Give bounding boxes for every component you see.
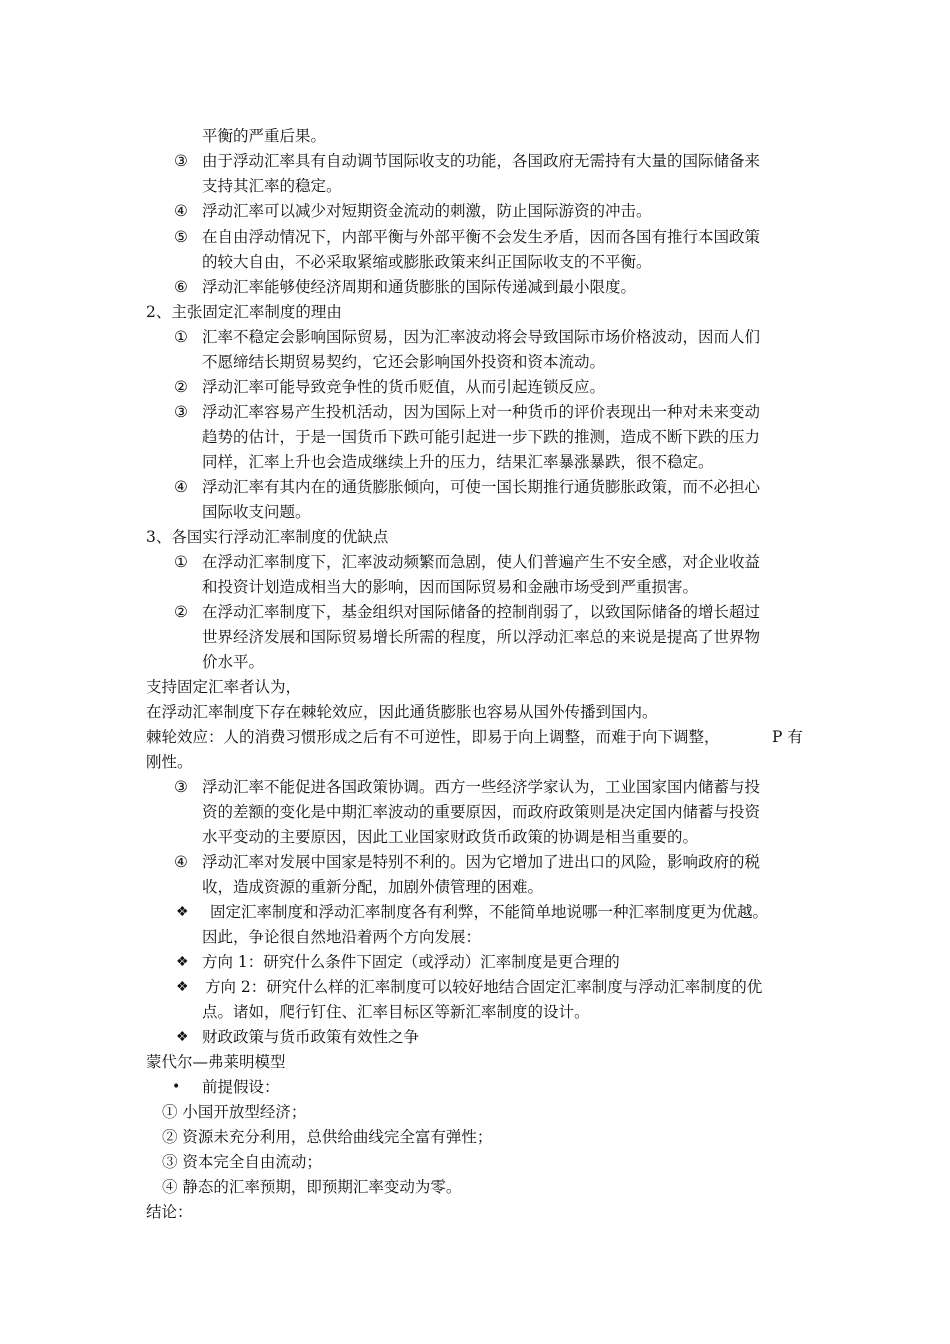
- list-marker: ⑤: [174, 228, 188, 246]
- text-line: 的较大自由，不必采取紧缩或膨胀政策来纠正国际收支的不平衡。: [202, 253, 652, 271]
- list-marker: ⑥: [174, 278, 188, 296]
- list-marker: ①: [174, 553, 188, 571]
- text-line: 财政政策与货币政策有效性之争: [202, 1028, 420, 1046]
- section-heading: 蒙代尔—弗莱明模型: [146, 1053, 286, 1071]
- text-line: 因此，争论很自然地沿着两个方向发展：: [202, 928, 482, 946]
- diamond-bullet-icon: ❖: [176, 1029, 189, 1045]
- text-line: 不愿缔结长期贸易契约，它还会影响国外投资和资本流动。: [202, 353, 606, 371]
- text-line: 由于浮动汇率具有自动调节国际收支的功能，各国政府无需持有大量的国际储备来: [202, 152, 761, 170]
- text-line: 浮动汇率容易产生投机活动，因为国际上对一种货币的评价表现出一种对未来变动: [202, 403, 761, 421]
- list-marker: ④: [174, 202, 188, 220]
- text-line: 和投资计划造成相当大的影响，因而国际贸易和金融市场受到严重损害。: [202, 578, 699, 596]
- text-line: 刚性。: [146, 753, 193, 771]
- list-marker: ④: [174, 853, 188, 871]
- text-line: 世界经济发展和国际贸易增长所需的程度，所以浮动汇率总的来说是提高了世界物: [202, 628, 761, 646]
- text-line: 浮动汇率有其内在的通货膨胀倾向，可使一国长期推行通货膨胀政策，而不必担心: [202, 478, 761, 496]
- section-heading: 3、各国实行浮动汇率制度的优缺点: [146, 528, 389, 546]
- text-line: 同样，汇率上升也会造成继续上升的压力，结果汇率暴涨暴跌，很不稳定。: [202, 453, 714, 471]
- text-line: 浮动汇率能够使经济周期和通货膨胀的国际传递减到最小限度。: [202, 278, 637, 296]
- text-line: 浮动汇率可能导致竞争性的货币贬值，从而引起连锁反应。: [202, 378, 606, 396]
- text-line: 浮动汇率不能促进各国政策协调。西方一些经济学家认为，工业国家国内储蓄与投: [202, 778, 761, 796]
- list-marker: ③: [174, 778, 188, 796]
- text-line: 水平变动的主要原因，因此工业国家财政货币政策的协调是相当重要的。: [202, 828, 699, 846]
- diamond-bullet-icon: ❖: [176, 954, 189, 970]
- text-line: ① 小国开放型经济；: [162, 1103, 307, 1121]
- list-marker: ③: [174, 403, 188, 421]
- text-line: 在浮动汇率制度下存在棘轮效应，因此通货膨胀也容易从国外传播到国内。: [146, 703, 658, 721]
- text-line: 资的差额的变化是中期汇率波动的重要原因，而政府政策则是决定国内储蓄与投资: [202, 803, 761, 821]
- diamond-bullet-icon: ❖: [176, 979, 189, 995]
- text-line: ② 资源未充分利用，总供给曲线完全富有弹性；: [162, 1128, 493, 1146]
- text-line-end: P 有: [772, 728, 803, 746]
- text-line: 在自由浮动情况下，内部平衡与外部平衡不会发生矛盾，因而各国有推行本国政策: [202, 228, 761, 246]
- list-marker: ③: [174, 152, 188, 170]
- text-line: 在浮动汇率制度下，汇率波动频繁而急剧，使人们普遍产生不安全感，对企业收益: [202, 553, 761, 571]
- text-line: ③ 资本完全自由流动；: [162, 1153, 322, 1171]
- list-marker: ①: [174, 328, 188, 346]
- text-line: 点。诸如，爬行钉住、汇率目标区等新汇率制度的设计。: [202, 1003, 590, 1021]
- text-line: 汇率不稳定会影响国际贸易，因为汇率波动将会导致国际市场价格波动，因而人们: [202, 328, 761, 346]
- dot-bullet-icon: •: [172, 1079, 181, 1095]
- text-line: 收，造成资源的重新分配，加剧外债管理的困难。: [202, 878, 544, 896]
- text-line: 平衡的严重后果。: [202, 127, 327, 145]
- list-marker: ④: [174, 478, 188, 496]
- text-line: 结论：: [146, 1203, 193, 1221]
- text-line: 趋势的估计，于是一国货币下跌可能引起进一步下跌的推测，造成不断下跌的压力: [202, 428, 761, 446]
- list-marker: ②: [174, 378, 188, 396]
- text-line: 前提假设：: [202, 1078, 280, 1096]
- text-line: 棘轮效应：人的消费习惯形成之后有不可逆性，即易于向上调整，而难于向下调整，: [146, 728, 720, 746]
- text-line: 浮动汇率可以减少对短期资金流动的刺激，防止国际游资的冲击。: [202, 202, 652, 220]
- text-line: 在浮动汇率制度下，基金组织对国际储备的控制削弱了，以致国际储备的增长超过: [202, 603, 761, 621]
- text-line: ④ 静态的汇率预期，即预期汇率变动为零。: [162, 1178, 462, 1196]
- text-line: 方向 2：研究什么样的汇率制度可以较好地结合固定汇率制度与浮动汇率制度的优: [205, 978, 763, 996]
- diamond-bullet-icon: ❖: [176, 904, 189, 920]
- text-line: 浮动汇率对发展中国家是特别不利的。因为它增加了进出口的风险，影响政府的税: [202, 853, 761, 871]
- section-heading: 2、主张固定汇率制度的理由: [146, 303, 342, 321]
- text-line: 国际收支问题。: [202, 503, 311, 521]
- text-line: 支持固定汇率者认为，: [146, 678, 302, 696]
- text-line: 支持其汇率的稳定。: [202, 177, 342, 195]
- text-line: 方向 1：研究什么条件下固定（或浮动）汇率制度是更合理的: [202, 953, 620, 971]
- list-marker: ②: [174, 603, 188, 621]
- text-line: 价水平。: [202, 653, 265, 671]
- text-line: 固定汇率制度和浮动汇率制度各有利弊，不能简单地说哪一种汇率制度更为优越。: [210, 903, 769, 921]
